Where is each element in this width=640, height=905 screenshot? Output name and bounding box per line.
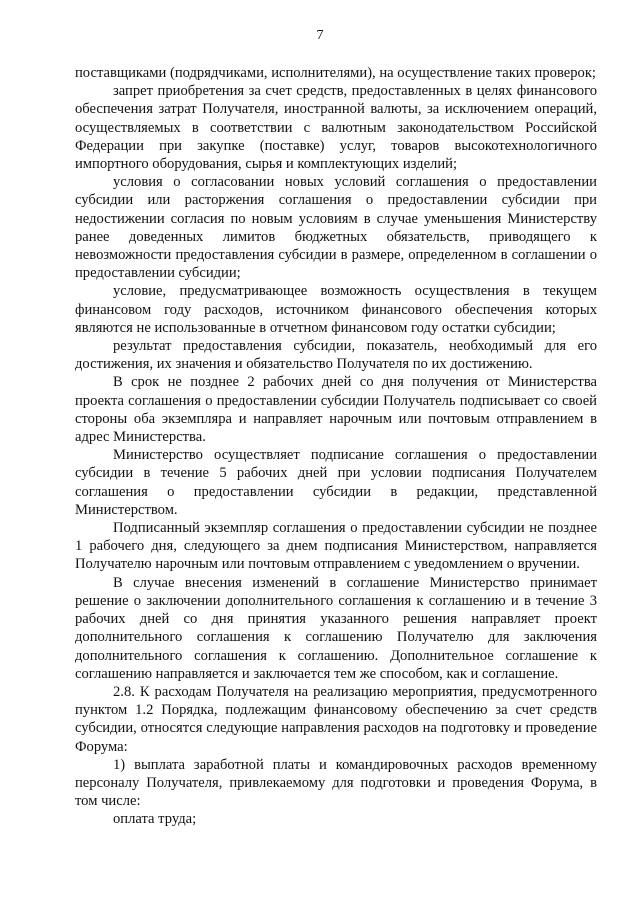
paragraph: условия о согласовании новых условий соглашения о предоставлении субсидии или расторжения соглашения о предоставлении субсидии при недостижении согласия по новым условиям в случае уменьшения Министерству ранее доведенных лимитов бюджетных обязательств, приводящего к невозможности предоставления субсидии в размере, определенном в соглашении о предоставлении субсидии; bbox=[75, 174, 597, 282]
page-number: 7 bbox=[316, 28, 324, 43]
paragraph: 1) выплата заработной платы и командировочных расходов временному персоналу Получателя, привлекаемому для подготовки и проведения Форума, в том числе: bbox=[75, 756, 597, 810]
paragraph: результат предоставления субсидии, показатель, необходимый для его достижения, их значения и обязательство Получателя по их достижению. bbox=[75, 338, 597, 373]
paragraph: Подписанный экземпляр соглашения о предоставлении субсидии не позднее 1 рабочего дня, следующего за днем подписания Министерством, направляется Получателю нарочным или почтовым отправлением с уведомлением о вручении. bbox=[75, 520, 597, 573]
paragraph: 2.8. К расходам Получателя на реализацию мероприятия, предусмотренного пунктом 1.2 Порядка, подлежащим финансовому обеспечению за счет средств субсидии, относятся следующие направления расходов на подготовку и проведение Форума: bbox=[75, 683, 597, 755]
paragraph: условие, предусматривающее возможность осуществления в текущем финансовом году расходов, источником финансового обеспечения которых являются не использованные в отчетном финансовом году остатки субсидии; bbox=[75, 283, 597, 336]
paragraph: поставщиками (подрядчиками, исполнителями), на осуществление таких проверок; bbox=[75, 65, 596, 81]
paragraph: Министерство осуществляет подписание соглашения о предоставлении субсидии в течение 5 рабочих дней при условии подписания Получателем соглашения о предоставлении субсидии в редакции, представленной Министерством. bbox=[75, 447, 597, 518]
paragraph: В случае внесения изменений в соглашение Министерство принимает решение о заключении дополнительного соглашения к соглашению и в течение 3 рабочих дней со дня принятия указанного решения направляет проект дополнительного соглашения к соглашению Получателю для заключения дополнительного соглашения к соглашению. Дополнительное соглашение к соглашению направляется и заключается тем же способом, как и соглашение. bbox=[75, 574, 597, 682]
paragraph: запрет приобретения за счет средств, предоставленных в целях финансового обеспечения затрат Получателя, иностранной валюты, за исключением операций, осуществляемых в соответствии с валютным законодательством Российской Федерации при закупке (поставке) услуг, товаров высокотехнологичного импортного оборудования, сырья и комплектующих изделий; bbox=[75, 83, 597, 173]
document-body bbox=[75, 64, 597, 829]
paragraph: В срок не позднее 2 рабочих дней со дня получения от Министерства проекта соглашения о предоставлении субсидии Получатель подписывает со своей стороны оба экземпляра и направляет нарочным или почтовым отправлением в адрес Министерства. bbox=[75, 374, 597, 446]
paragraph: оплата труда; bbox=[113, 811, 197, 828]
